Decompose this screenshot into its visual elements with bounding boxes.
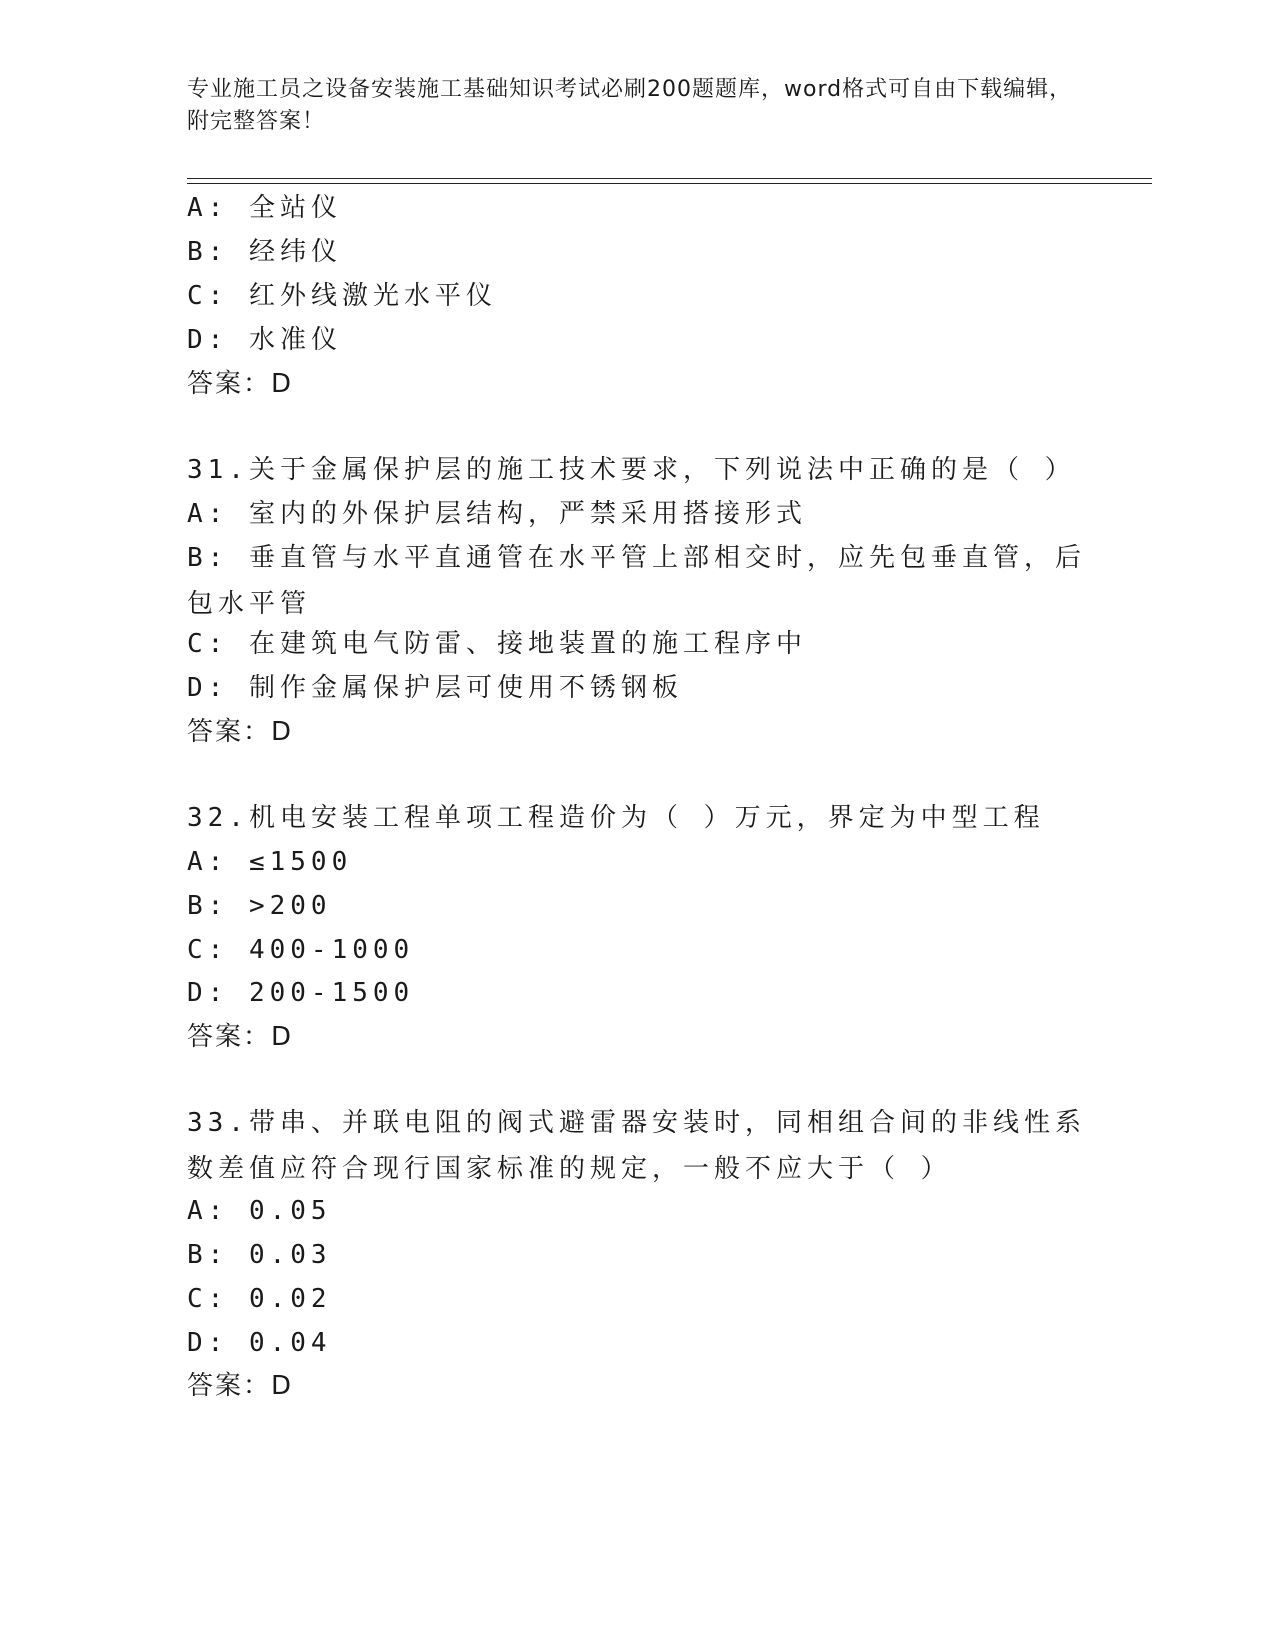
- q31-stem: 31.关于金属保护层的施工技术要求，下列说法中正确的是（ ）: [187, 455, 1076, 485]
- q32-stem: 32.机电安装工程单项工程造价为（ ）万元，界定为中型工程: [187, 803, 1045, 833]
- q30-option-a: A: 全站仪: [187, 193, 342, 223]
- q30-option-d: D: 水准仪: [187, 325, 342, 355]
- q31-option-d: D: 制作金属保护层可使用不锈钢板: [187, 673, 683, 703]
- header-divider-bottom: [187, 183, 1152, 184]
- header-divider-top: [187, 178, 1152, 179]
- q30-option-c: C: 红外线激光水平仪: [187, 281, 497, 311]
- q32-answer: 答案：D: [187, 1022, 294, 1052]
- q31-option-a: A: 室内的外保护层结构，严禁采用搭接形式: [187, 499, 807, 529]
- q32-option-d: D: 200-1500: [187, 978, 415, 1008]
- q33-stem: 33.带串、并联电阻的阀式避雷器安装时，同相组合间的非线性系数差值应符合现行国家标准的规定，一般不应大于（ ）: [187, 1108, 1086, 1184]
- q33-option-a: A: 0.05: [187, 1196, 332, 1226]
- q30-option-b: B: 经纬仪: [187, 237, 342, 267]
- q30-answer: 答案：D: [187, 369, 294, 399]
- q32-option-c: C: 400-1000: [187, 935, 415, 965]
- q32-option-a: A: ≤1500: [187, 847, 353, 877]
- q33-option-d: D: 0.04: [187, 1328, 332, 1358]
- q31-answer: 答案：D: [187, 717, 294, 747]
- q33-option-c: C: 0.02: [187, 1284, 332, 1314]
- q33-answer: 答案：D: [187, 1371, 294, 1401]
- q31-option-c: C: 在建筑电气防雷、接地装置的施工程序中: [187, 629, 807, 659]
- q31-option-b: B: 垂直管与水平直通管在水平管上部相交时，应先包垂直管，后包水平管: [187, 543, 1086, 619]
- q32-option-b: B: >200: [187, 891, 332, 921]
- document-header: 专业施工员之设备安装施工基础知识考试必刷200题题库，word格式可自由下载编辑，附完整答案！: [187, 77, 1073, 134]
- q33-option-b: B: 0.03: [187, 1240, 332, 1270]
